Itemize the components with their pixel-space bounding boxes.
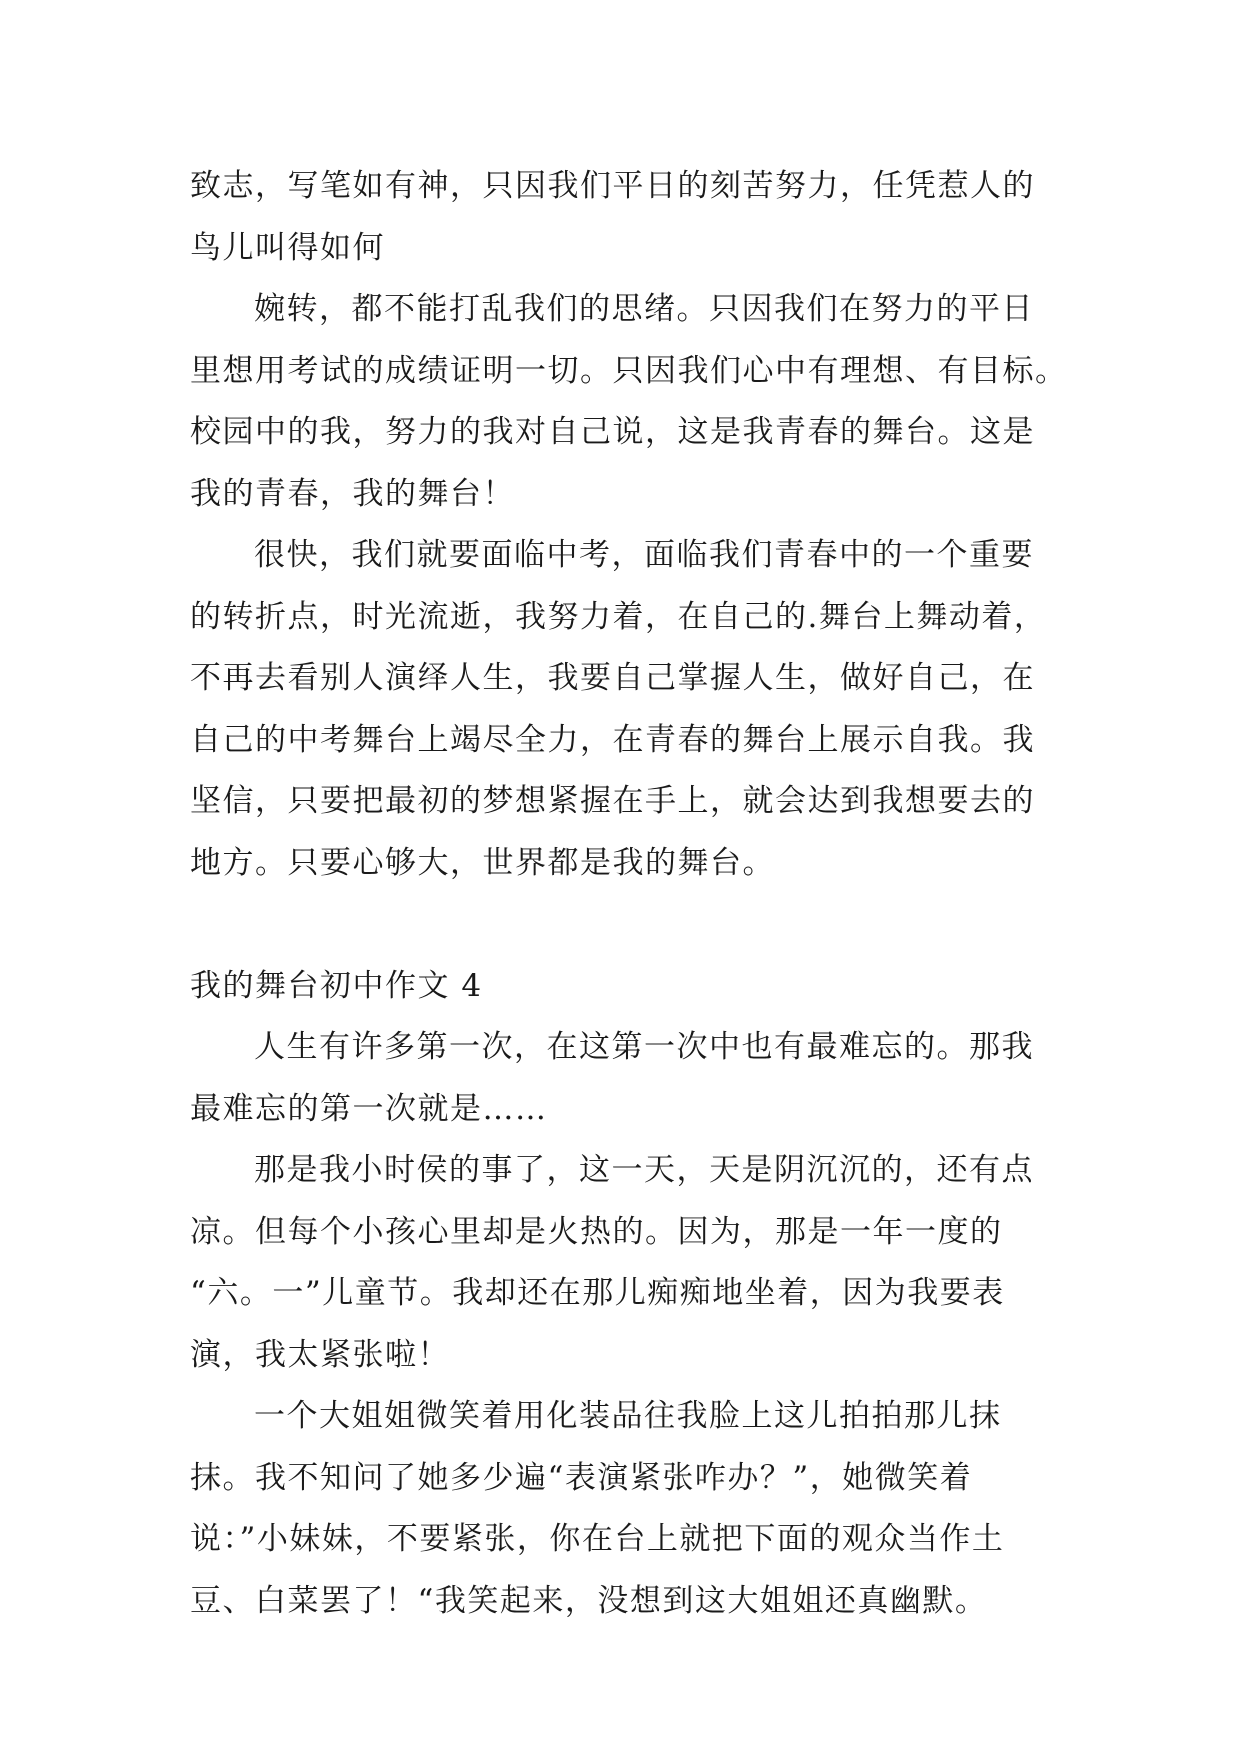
text-line: 婉转，都不能打乱我们的思绪。只因我们在努力的平日 [254, 291, 1034, 327]
text-line: 很快，我们就要面临中考，面临我们青春中的一个重要 [254, 537, 1034, 573]
text-line: 一个大姐姐微笑着用化装品往我脸上这儿拍拍那儿抹 [254, 1398, 1002, 1434]
text-line: 人生有许多第一次，在这第一次中也有最难忘的。那我 [254, 1029, 1034, 1065]
paragraph [190, 1140, 1050, 1386]
text-line: 坚信，只要把最初的梦想紧握在手上，就会达到我想要去的 [190, 783, 1035, 819]
text-line: 里想用考试的成绩证明一切。只因我们心中有理想、有目标。 [190, 352, 1068, 389]
section-heading: 我的舞台初中作文 4 [190, 967, 483, 1004]
text-line: 说：”小妹妹，不要紧张，你在台上就把下面的观众当作土 [190, 1521, 1005, 1557]
text-line: 我的青春，我的舞台！ [190, 475, 515, 512]
text-line: 凉。但每个小孩心里却是火热的。因为，那是一年一度的 [190, 1213, 1003, 1250]
section-spacer [190, 894, 1050, 956]
text-line: 抹。我不知问了她多少遍“表演紧张咋办？”，她微笑着 [190, 1459, 973, 1496]
paragraph [190, 525, 1050, 894]
text-line: 的转折点，时光流逝，我努力着，在自己的.舞台上舞动着， [190, 598, 1047, 635]
text-line: 豆、白菜罢了！“我笑起来，没想到这大姐姐还真幽默。 [190, 1582, 988, 1619]
text-line: 那是我小时侯的事了，这一天，天是阴沉沉的，还有点 [254, 1152, 1034, 1188]
text-line: 不再去看别人演绎人生，我要自己掌握人生，做好自己，在 [190, 660, 1035, 696]
text-line: 校园中的我，努力的我对自己说，这是我青春的舞台。这是 [190, 414, 1035, 450]
text-line: 演，我太紧张啦！ [190, 1336, 450, 1373]
text-line: “六。一”儿童节。我却还在那儿痴痴地坐着，因为我要表 [190, 1275, 1005, 1311]
paragraph [190, 1017, 1050, 1140]
text-line: 致志，写笔如有神，只因我们平日的刻苦努力，任凭惹人的 [190, 168, 1035, 204]
text-line: 自己的中考舞台上竭尽全力，在青春的舞台上展示自我。我 [190, 721, 1035, 758]
text-line: 鸟儿叫得如何 [190, 229, 385, 266]
text-line: 地方。只要心够大，世界都是我的舞台。 [190, 844, 775, 881]
paragraph [190, 279, 1068, 525]
paragraph [190, 1386, 1050, 1632]
text-line: 最难忘的第一次就是…… [190, 1090, 548, 1127]
paragraph [190, 156, 1050, 279]
document-body [190, 156, 1068, 1632]
